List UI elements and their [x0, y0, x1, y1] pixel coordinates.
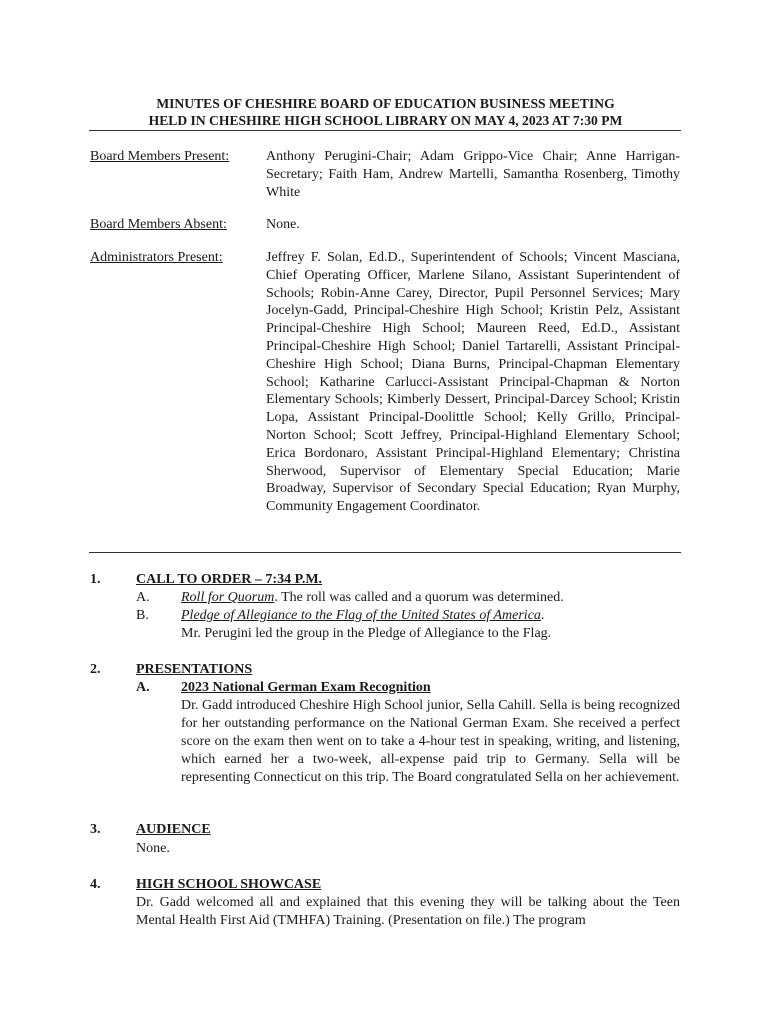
title-line-2: HELD IN CHESHIRE HIGH SCHOOL LIBRARY ON MAY 4, 2023 AT 7:30 PM — [148, 113, 623, 128]
section-1a-line — [181, 590, 564, 606]
attendance-divider — [89, 552, 681, 553]
title-divider — [89, 130, 681, 131]
section-4-heading: HIGH SCHOOL SHOWCASE — [136, 877, 322, 892]
section-2-heading: PRESENTATIONS — [136, 662, 253, 677]
administrators-value: Jeffrey F. Solan, Ed.D., Superintendent of Schools; Vincent Masciana, Chief Operating Officer, Marlene Silano, Assistant Superintendent of Schools; Robin-Anne Carey, Director, Pupil Personnel Services; Mary Jocelyn-Gadd, Principal-Cheshire High School; Kristin Pelz, Assistant Principal-Cheshire High School; Maureen Reed, Ed.D., Assistant Principal-Cheshire High School; Daniel Tartarelli, Assistant Principal-Cheshire High School; Diana Burns, Principal-Chapman Elementary School; Katharine Carlucci-Assistant Principal-Chapman & Norton Elementary Schools; Kimberly Dessert, Principal-Darcey School; Kristin Lopa, Assistant Principal-Doolittle School; Kelly Grillo, Principal-Norton School; Scott Jeffrey, Principal-Highland Elementary School; Erica Bordonaro, Assistant Principal-Highland Elementary; Christina Sherwood, Supervisor of Elementary Special Education; Marie Broadway, Supervisor of Secondary Special Education; Ryan Murphy, Community Engagement Coordinator. — [266, 250, 680, 515]
administrators-label: Administrators Present: — [90, 250, 223, 265]
board-present-label: Board Members Present: — [90, 149, 230, 164]
section-1b-line — [181, 608, 544, 624]
board-absent-label: Board Members Absent: — [90, 217, 227, 232]
section-1b-end: . — [540, 608, 545, 623]
section-2a-letter: A. — [136, 680, 150, 695]
section-1a-title: Roll for Quorum — [181, 590, 275, 605]
title-line-1: MINUTES OF CHESHIRE BOARD OF EDUCATION BUSINESS MEETING — [156, 96, 615, 111]
board-present-value: Anthony Perugini-Chair; Adam Grippo-Vice Chair; Anne Harrigan-Secretary; Faith Ham, Andrew Martelli, Samantha Rosenberg, Timothy White — [266, 149, 680, 200]
section-2-number: 2. — [90, 662, 101, 677]
board-absent-value: None. — [266, 217, 300, 232]
section-2a-text: Dr. Gadd introduced Cheshire High School junior, Sella Cahill. Sella is being recognized for her outstanding performance on the National German Exam. She received a perfect score on the exam then went on to take a 4-hour test in speaking, writing, and listening, which earned her a two-week, all-expense paid trip to Germany. Sella will be representing Connecticut on this trip. The Board congratulated Sella on her achievement. — [181, 698, 680, 785]
section-2a-title: 2023 National German Exam Recognition — [181, 680, 431, 695]
section-1a-text: . The roll was called and a quorum was determined. — [274, 590, 564, 605]
section-1a-letter: A. — [136, 590, 150, 605]
section-1-heading: CALL TO ORDER – 7:34 P.M. — [136, 572, 323, 587]
section-1b-text: Mr. Perugini led the group in the Pledge of Allegiance to the Flag. — [181, 626, 552, 641]
document-title — [90, 95, 681, 129]
section-3-text: None. — [136, 841, 170, 856]
section-1-number: 1. — [90, 572, 101, 587]
section-4-number: 4. — [90, 877, 101, 892]
section-1b-title: Pledge of Allegiance to the Flag of the United States of America — [181, 608, 541, 623]
section-3-number: 3. — [90, 822, 101, 837]
section-1b-letter: B. — [136, 608, 149, 623]
section-4-text: Dr. Gadd welcomed all and explained that this evening they will be talking about the Teen Mental Health First Aid (TMHFA) Training. (Presentation on file.) The program — [136, 895, 680, 928]
section-3-heading: AUDIENCE — [136, 822, 211, 837]
